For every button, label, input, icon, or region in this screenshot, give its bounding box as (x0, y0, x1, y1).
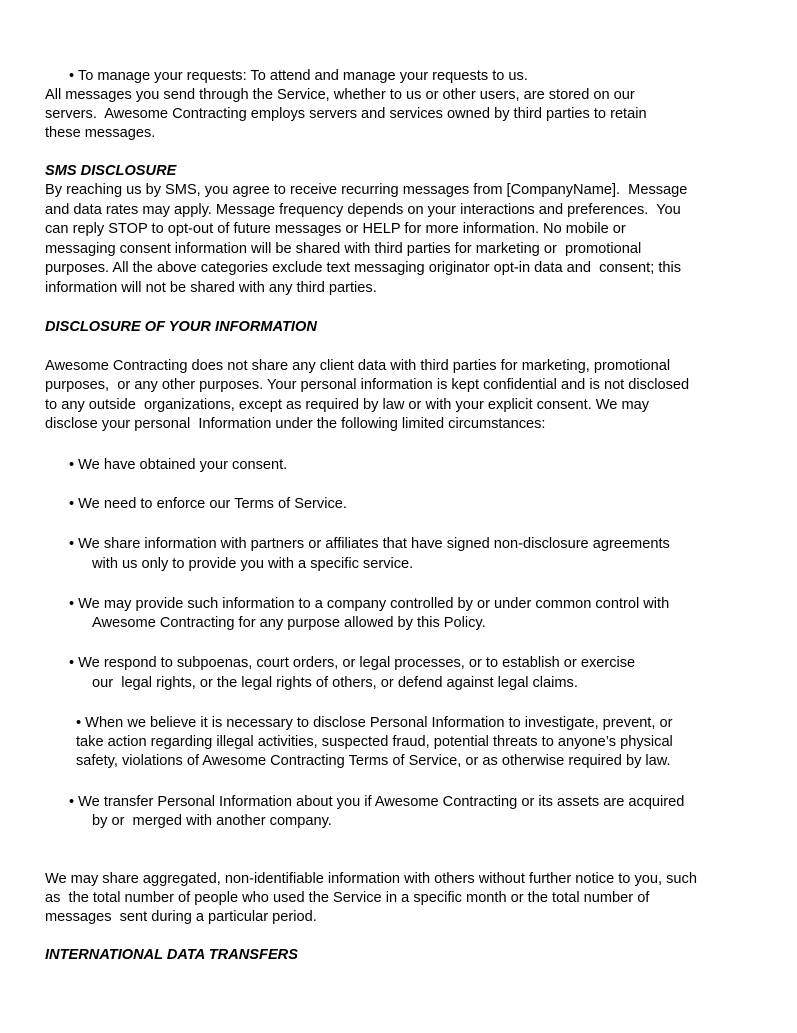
bullet-illegal-activity-line-3: safety, violations of Awesome Contracting Terms of Service, or as otherwise required by law. (76, 753, 671, 769)
disclosure-intro-line-3: to any outside organizations, except as required by law or with your explicit consent. We may (45, 397, 650, 413)
storage-text-line-2: servers. Awesome Contracting employs servers and services owned by third parties to retain (45, 106, 647, 122)
sms-text-line-4: messaging consent information will be shared with third parties for marketing or promotional (45, 241, 642, 257)
bullet-partners-line-1: • We share information with partners or affiliates that have signed non-disclosure agreements (69, 536, 670, 552)
bullet-transfer-line-1: • We transfer Personal Information about you if Awesome Contracting or its assets are acquired (69, 794, 685, 810)
disclosure-intro-line-4: disclose your personal Information under the following limited circumstances: (45, 416, 546, 432)
bullet-subpoenas-line-2: our legal rights, or the legal rights of others, or defend against legal claims. (92, 675, 578, 691)
bullet-partners-line-2: with us only to provide you with a specific service. (92, 556, 414, 572)
bullet-company-control-line-2: Awesome Contracting for any purpose allowed by this Policy. (92, 615, 486, 631)
storage-text-line-3: these messages. (45, 125, 156, 141)
bullet-terms: • We need to enforce our Terms of Service. (69, 496, 347, 512)
sms-text-line-3: can reply STOP to opt-out of future messages or HELP for more information. No mobile or (45, 221, 626, 237)
bullet-consent: • We have obtained your consent. (69, 457, 288, 473)
bullet-transfer-line-2: by or merged with another company. (92, 813, 332, 829)
disclosure-heading: DISCLOSURE OF YOUR INFORMATION (45, 319, 317, 335)
sms-text-line-6: information will not be shared with any third parties. (45, 280, 377, 296)
storage-text-line-1: All messages you send through the Service, whether to us or other users, are stored on our (45, 87, 635, 103)
aggregate-text-line-3: messages sent during a particular period. (45, 909, 317, 925)
sms-disclosure-heading: SMS DISCLOSURE (45, 163, 177, 179)
bullet-company-control-line-1: • We may provide such information to a company controlled by or under common control with (69, 596, 670, 612)
bullet-manage-requests: • To manage your requests: To attend and manage your requests to us. (69, 68, 528, 84)
bullet-subpoenas-line-1: • We respond to subpoenas, court orders, or legal processes, or to establish or exercise (69, 655, 636, 671)
bullet-illegal-activity-line-1: • When we believe it is necessary to disclose Personal Information to investigate, prevent, or (76, 715, 673, 731)
bullet-illegal-activity-line-2: take action regarding illegal activities, suspected fraud, potential threats to anyone’s physical (76, 734, 673, 750)
sms-text-line-2: and data rates may apply. Message frequency depends on your interactions and preferences. You (45, 202, 681, 218)
aggregate-text-line-1: We may share aggregated, non-identifiable information with others without further notice to you, such (45, 871, 697, 887)
disclosure-intro-line-2: purposes, or any other purposes. Your personal information is kept confidential and is not disclosed (45, 377, 690, 393)
international-transfers-heading: INTERNATIONAL DATA TRANSFERS (45, 947, 298, 963)
disclosure-intro-line-1: Awesome Contracting does not share any client data with third parties for marketing, promotional (45, 358, 671, 374)
sms-text-line-1: By reaching us by SMS, you agree to receive recurring messages from [CompanyName]. Message (45, 182, 688, 198)
sms-text-line-5: purposes. All the above categories exclude text messaging originator opt-in data and consent; this (45, 260, 682, 276)
aggregate-text-line-2: as the total number of people who used the Service in a specific month or the total number of (45, 890, 650, 906)
